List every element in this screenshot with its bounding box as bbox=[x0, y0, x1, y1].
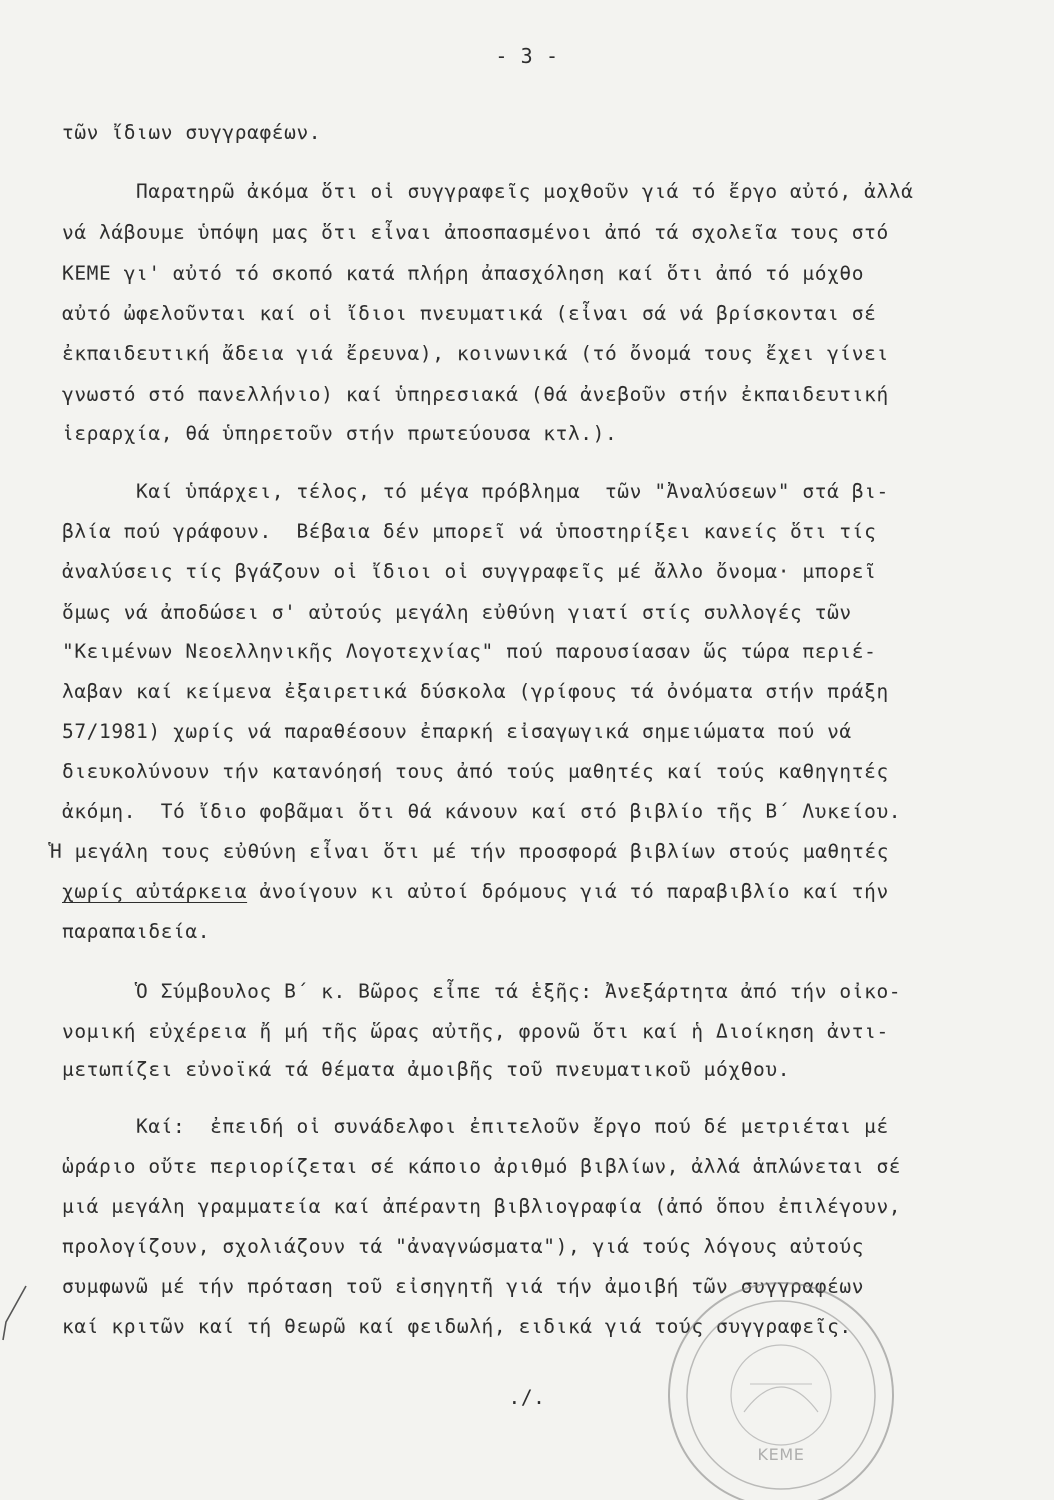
text-line: ἀκόμη. Τό ἴδιο φοβᾶμαι ὅτι θά κάνουν καί στό βιβλίο τῆς Β΄ Λυκείου. bbox=[62, 800, 902, 823]
text-line-rest: ἀνοίγουν κι αὐτοί δρόμους γιά τό παραβιβλίο καί τήν bbox=[259, 880, 889, 903]
text-line: ΚΕΜΕ γι' αὐτό τό σκοπό κατά πλήρη ἀπασχόληση καί ὅτι ἀπό τό μόχθο bbox=[62, 262, 865, 285]
text-line: ἀναλύσεις τίς βγάζουν οἱ ἴδιοι οἱ συγγραφεῖς μέ ἄλλο ὄνομα· μπορεῖ bbox=[62, 560, 877, 583]
text-line-with-underline bbox=[62, 880, 889, 903]
official-stamp-icon bbox=[658, 1272, 904, 1500]
stamp-text: ΚΕΜΕ bbox=[757, 1445, 805, 1464]
margin-pen-mark-icon bbox=[0, 1282, 30, 1342]
text-line: νά λάβουμε ὑπόψη μας ὅτι εἶναι ἀποσπασμένοι ἀπό τά σχολεῖα τους στό bbox=[62, 221, 889, 244]
text-line: διευκολύνουν τήν κατανόησή τους ἀπό τούς μαθητές καί τούς καθηγητές bbox=[62, 760, 889, 783]
text-line: μιά μεγάλη γραμματεία καί ἀπέραντη βιβλιογραφία (ἀπό ὅπου ἐπιλέγουν, bbox=[62, 1195, 902, 1218]
text-line: προλογίζουν, σχολιάζουν τά "ἀναγνώσματα"), γιά τούς λόγους αὐτούς bbox=[62, 1235, 865, 1258]
text-line: καί κριτῶν καί τή θεωρῶ καί φειδωλή, ειδικά γιά τούς συγγραφεῖς. bbox=[62, 1315, 852, 1338]
text-line: λαβαν καί κείμενα ἐξαιρετικά δύσκολα (γρίφους τά ὀνόματα στήν πράξη bbox=[62, 680, 889, 703]
text-line: ὅμως νά ἀποδώσει σ' αὐτούς μεγάλη εὐθύνη γιατί στίς συλλογές τῶν bbox=[62, 601, 852, 624]
text-line: ἐκπαιδευτική ἄδεια γιά ἔρευνα), κοινωνικά (τό ὄνομά τους ἔχει γίνει bbox=[62, 342, 889, 365]
text-line: βλία πού γράφουν. Βέβαια δέν μπορεῖ νά ὑποστηρίξει κανείς ὅτι τίς bbox=[62, 520, 877, 543]
underlined-phrase: χωρίς αὐτάρκεια bbox=[62, 880, 248, 903]
text-line: παραπαιδεία. bbox=[62, 920, 211, 943]
end-mark: ./. bbox=[508, 1386, 546, 1409]
text-line: γνωστό στό πανελλήνιο) καί ὑπηρεσιακά (θά ἀνεβοῦν στήν ἐκπαιδευτική bbox=[62, 383, 889, 406]
text-line: μετωπίζει εὐνοϊκά τά θέματα ἀμοιβῆς τοῦ πνευματικοῦ μόχθου. bbox=[62, 1058, 791, 1081]
text-line: αὐτό ὠφελοῦνται καί οἱ ἴδιοι πνευματικά (εἶναι σά νά βρίσκονται σέ bbox=[62, 302, 877, 325]
text-line: Ἡ μεγάλη τους εὐθύνη εἶναι ὅτι μέ τήν προσφορά βιβλίων στούς μαθητές bbox=[50, 840, 890, 863]
text-line: τῶν ἴδιων συγγραφέων. bbox=[62, 121, 322, 144]
text-line: 57/1981) χωρίς νά παραθέσουν ἐπαρκή εἰσαγωγικά σημειώματα πού νά bbox=[62, 720, 852, 743]
text-line: συμφωνῶ μέ τήν πρόταση τοῦ εἰσηγητῆ γιά τήν ἀμοιβή τῶν συγγραφέων bbox=[62, 1275, 865, 1298]
text-line: Καί: ἐπειδή οἱ συνάδελφοι ἐπιτελοῦν ἔργο πού δέ μετριέται μέ bbox=[62, 1115, 889, 1138]
text-line: ὡράριο οὔτε περιορίζεται σέ κάποιο ἀριθμό βιβλίων, ἀλλά ἁπλώνεται σέ bbox=[62, 1155, 902, 1178]
page-number: - 3 - bbox=[495, 44, 559, 68]
text-line: "Κειμένων Νεοελληνικῆς Λογοτεχνίας" πού παρουσίασαν ὥς τώρα περιέ- bbox=[62, 640, 877, 663]
text-line: Παρατηρῶ ἀκόμα ὅτι οἱ συγγραφεῖς μοχθοῦν γιά τό ἔργο αὐτό, ἀλλά bbox=[62, 180, 914, 203]
text-line: Καί ὑπάρχει, τέλος, τό μέγα πρόβλημα τῶν "Ἀναλύσεων" στά βι- bbox=[62, 480, 889, 503]
text-line: ἱεραρχία, θά ὑπηρετοῦν στήν πρωτεύουσα κτλ.). bbox=[62, 422, 618, 445]
text-line: Ὁ Σύμβουλος Β΄ κ. Βῶρος εἶπε τά ἑξῆς: Ἀνεξάρτητα ἀπό τήν οἰκο- bbox=[62, 980, 902, 1003]
text-line: νομική εὐχέρεια ἤ μή τῆς ὥρας αὐτῆς, φρονῶ ὅτι καί ἡ Διοίκηση ἀντι- bbox=[62, 1020, 889, 1043]
